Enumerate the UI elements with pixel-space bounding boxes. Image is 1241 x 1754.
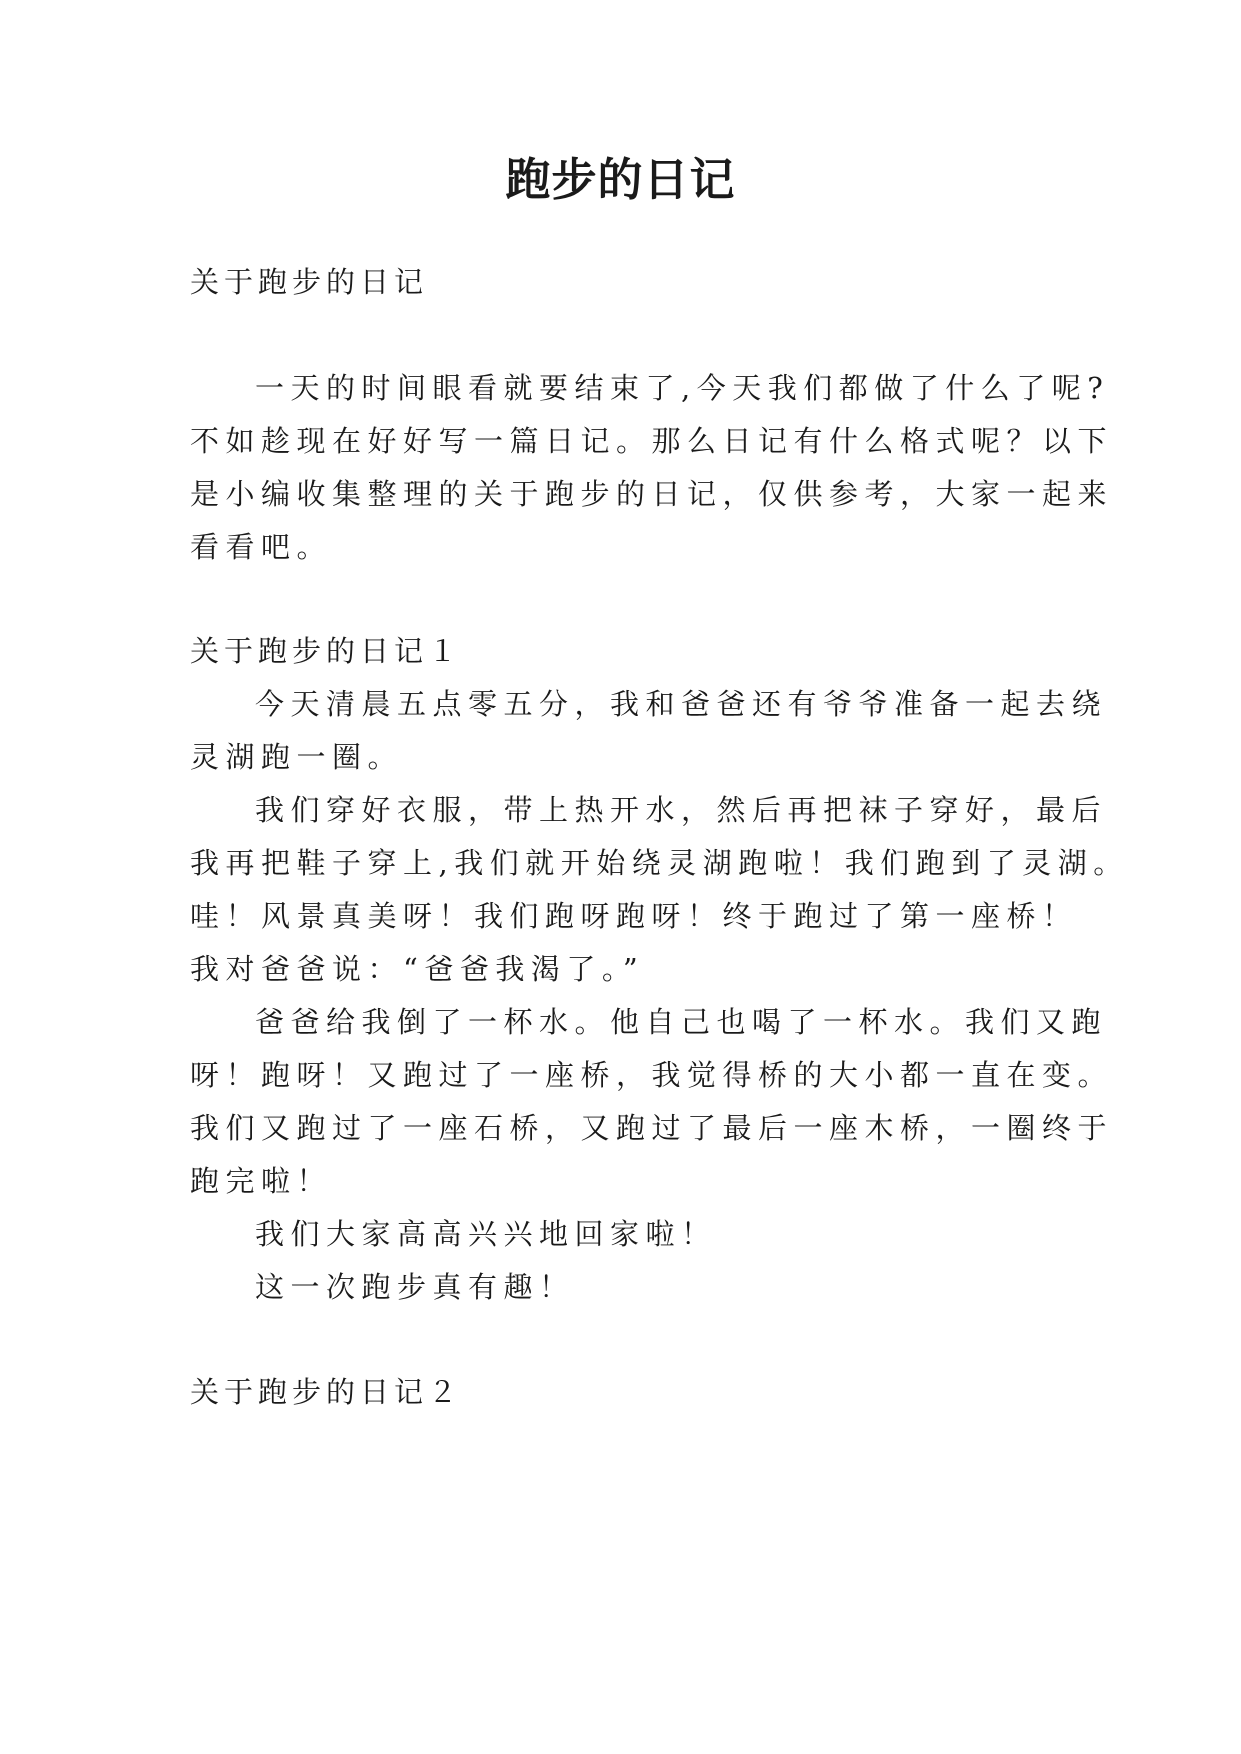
page-title: 跑步的日记 — [505, 153, 736, 206]
body-line: 呀！跑呀！又跑过了一座桥，我觉得桥的大小都一直在变。 — [190, 1058, 1114, 1092]
body-line: 灵湖跑一圈。 — [190, 740, 404, 774]
body-line: 爸爸给我倒了一杯水。他自己也喝了一杯水。我们又跑 — [255, 1005, 1108, 1039]
body-line: 哇！风景真美呀！我们跑呀跑呀！终于跑过了第一座桥！ — [190, 899, 1078, 933]
section-heading-2: 关于跑步的日记２ — [190, 1375, 463, 1409]
intro-line: 看看吧。 — [190, 530, 333, 564]
subtitle: 关于跑步的日记 — [190, 265, 429, 299]
intro-line: 是小编收集整理的关于跑步的日记，仅供参考，大家一起来 — [190, 477, 1114, 511]
section-heading-1: 关于跑步的日记１ — [190, 634, 463, 668]
body-line: 今天清晨五点零五分，我和爸爸还有爷爷准备一起去绕 — [255, 687, 1108, 721]
body-line: 这一次跑步真有趣！ — [255, 1270, 575, 1304]
intro-line: 一天的时间眼看就要结束了,今天我们都做了什么了呢? — [255, 371, 1110, 405]
intro-line: 不如趁现在好好写一篇日记。那么日记有什么格式呢？以下 — [190, 424, 1114, 458]
body-line: 我们大家高高兴兴地回家啦！ — [255, 1217, 717, 1251]
body-line: 我对爸爸说：“爸爸我渴了。” — [190, 952, 645, 986]
body-line: 我们又跑过了一座石桥，又跑过了最后一座木桥，一圈终于 — [190, 1111, 1114, 1145]
body-line: 我再把鞋子穿上,我们就开始绕灵湖跑啦！我们跑到了灵湖。 — [190, 846, 1129, 880]
body-line: 跑完啦！ — [190, 1164, 333, 1198]
body-line: 我们穿好衣服，带上热开水，然后再把袜子穿好，最后 — [255, 793, 1108, 827]
